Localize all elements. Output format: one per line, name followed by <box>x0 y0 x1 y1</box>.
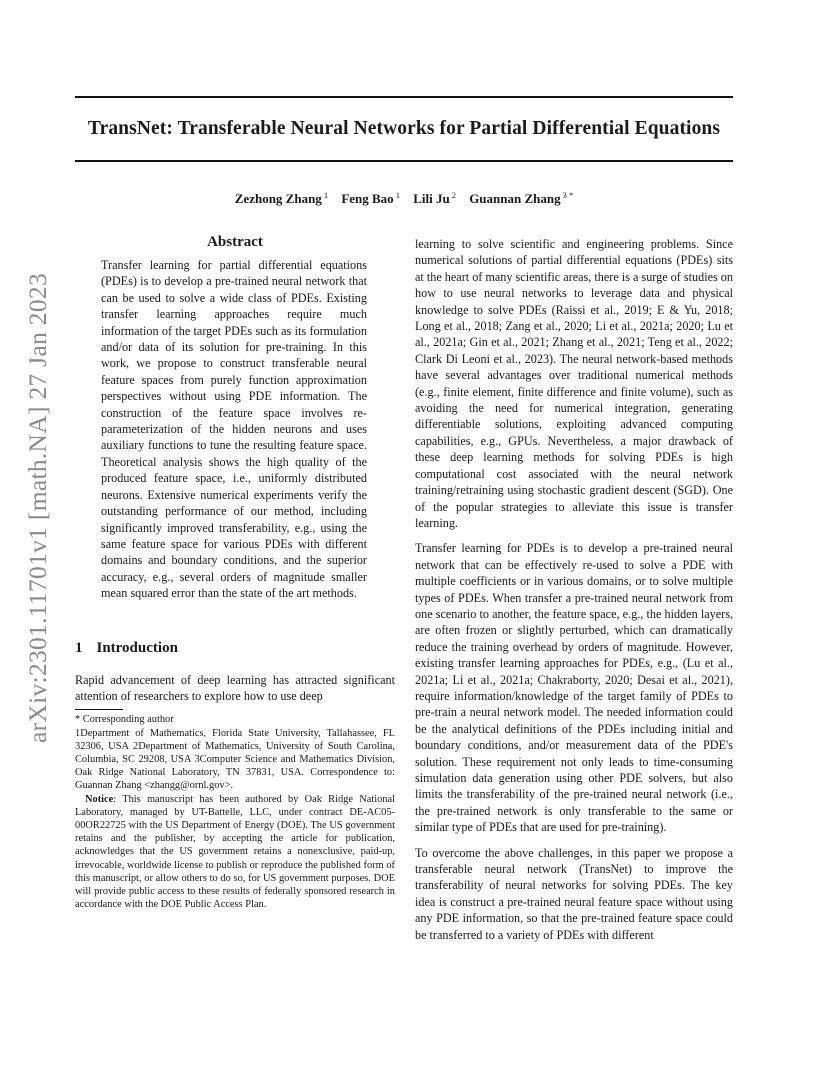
notice-text: : This manuscript has been authored by Oak Ridge National Laboratory, managed by UT-Battelle, LLC, under contract DE-AC05-00OR22725 with the US Department of Energy (DOE). The US government retains and the publisher, by accepting the article for publication, acknowledges that the US government retains a nonexclusive, paid-up, irrevocable, worldwide license to publish or reproduce the published form of this manuscript, or allow others to do so, for US government purposes. DOE will provide public access to these results of federally sponsored research in accordance with the DOE Public Access Plan. <box>75 793 395 911</box>
paper-title: TransNet: Transferable Neural Networks for Partial Differential Equations <box>87 118 721 139</box>
author <box>235 190 328 207</box>
footnotes <box>75 713 395 911</box>
author-list <box>60 190 748 207</box>
arxiv-sidebar-stamp: arXiv:2301.11701v1 [math.NA] 27 Jan 2023 <box>23 273 52 743</box>
left-column <box>75 234 395 911</box>
abstract-heading: Abstract <box>207 234 263 250</box>
notice-label: Notice <box>85 793 114 805</box>
author-affiliation: 1 <box>395 190 400 200</box>
body-paragraph: Transfer learning for PDEs is to develop a pre-trained neural network that can be effectively re-used to solve a PDE with multiple coefficients or in various domains, or to solve multiple types of PDEs. When transfer a pre-trained neural network from one scenario to another, the feature space, e.g., the hidden layers, are often frozen or slightly perturbed, which can dramatically reduce the training overhead by orders of magnitude. However, existing transfer learning approaches for PDEs, e.g., (Lu et al., 2021a; Li et al., 2021a; Chakraborty, 2020; Desai et al., 2021), require information/knowledge of the target family of PDEs to pre-train a neural network model. The needed information could be the analytical definitions of the PDEs including initial and boundary conditions, and/or measurement data of the PDE's solution. These requirement not only leads to time-consuming simulation data generation using other PDE solvers, but also limits the transferability of the pre-trained neural network (i.e., the pre-trained network is only transferable to the same or similar type of PDEs that are used for pre-training). <box>415 541 733 835</box>
footnote-notice <box>75 793 395 912</box>
footnote-corresponding-author: * Corresponding author <box>75 714 174 726</box>
right-column <box>415 236 733 952</box>
footnote-affiliations: 1Department of Mathematics, Florida State University, Tallahassee, FL 32306, USA 2Department of Mathematics, University of South Carolina, Columbia, SC 29208, USA 3Computer Science and Mathematics Division, Oak Ridge National Laboratory, TN 37831, USA. Correspondence to: Guannan Zhang <zhangg@ornl.gov>. <box>75 727 395 792</box>
intro-paragraph: Rapid advancement of deep learning has attracted significant attention of researchers to explore how to use deep <box>75 672 395 703</box>
author <box>413 190 456 207</box>
author-affiliation: 1 <box>323 190 329 200</box>
author-name: Zezhong Zhang <box>234 191 322 206</box>
section-heading-introduction <box>75 640 395 657</box>
section-title: Introduction <box>96 639 178 656</box>
author-affiliation: 3 * <box>562 190 574 200</box>
title-rule-top <box>75 96 733 98</box>
section-number: 1 <box>75 639 83 656</box>
author <box>341 190 400 207</box>
author-name: Feng Bao <box>341 191 394 206</box>
abstract-text: Transfer learning for partial differential equations (PDEs) is to develop a pre-trained neural network that can be used to solve a wide class of PDEs. Existing transfer learning approaches require much information of the target PDEs such as its formulation and/or data of its solution for pre-training. In this work, we propose to construct transferable neural feature spaces from purely function approximation perspectives without using PDE information. The construction of the feature space involves re-parameterization of the hidden neurons and uses auxiliary functions to tune the resulting feature space. Theoretical analysis shows the high quality of the produced feature space, i.e., uniformly distributed neurons. Extensive numerical experiments verify the outstanding performance of our method, including significantly improved transferability, e.g., using the same feature space for various PDEs with different domains and boundary conditions, and the superior accuracy, e.g., several orders of magnitude smaller mean squared error than the state of the art methods. <box>101 258 367 601</box>
author-name: Lili Ju <box>413 191 450 206</box>
body-paragraph: To overcome the above challenges, in this paper we propose a transferable neural network (TransNet) to improve the transferability of neural networks for solving PDEs. The key idea is construct a pre-trained neural feature space without using any PDE information, so that the pre-trained feature space could be transferred to a variety of PDEs with different <box>415 845 733 942</box>
author <box>469 190 573 207</box>
footnote-rule <box>75 709 123 710</box>
author-affiliation: 2 <box>451 190 456 200</box>
body-paragraph: learning to solve scientific and engineering problems. Since numerical solutions of partial differential equations (PDEs) sits at the heart of many scientific areas, there is a surge of studies on how to use neural networks to leverage data and physical knowledge to solve PDEs (Raissi et al., 2019; E & Yu, 2018; Long et al., 2018; Zang et al., 2020; Li et al., 2021a; 2020; Lu et al., 2021a; Gin et al., 2021; Zhang et al., 2021; Teng et al., 2022; Clark Di Leoni et al., 2023). The neural network-based methods have several advantages over traditional numerical methods (e.g., finite element, finite difference and finite volume), such as avoiding the need for numerical integration, generating differentiable solutions, exploiting advanced computing capabilities, e.g., GPUs. Nevertheless, a major drawback of these deep learning methods for solving PDEs is high computational cost associated with the neural network training/retraining using stochastic gradient descent (SGD). One of the popular strategies to alleviate this issue is transfer learning. <box>415 237 733 530</box>
title-rule-bottom <box>75 160 733 162</box>
author-name: Guannan Zhang <box>469 191 561 206</box>
